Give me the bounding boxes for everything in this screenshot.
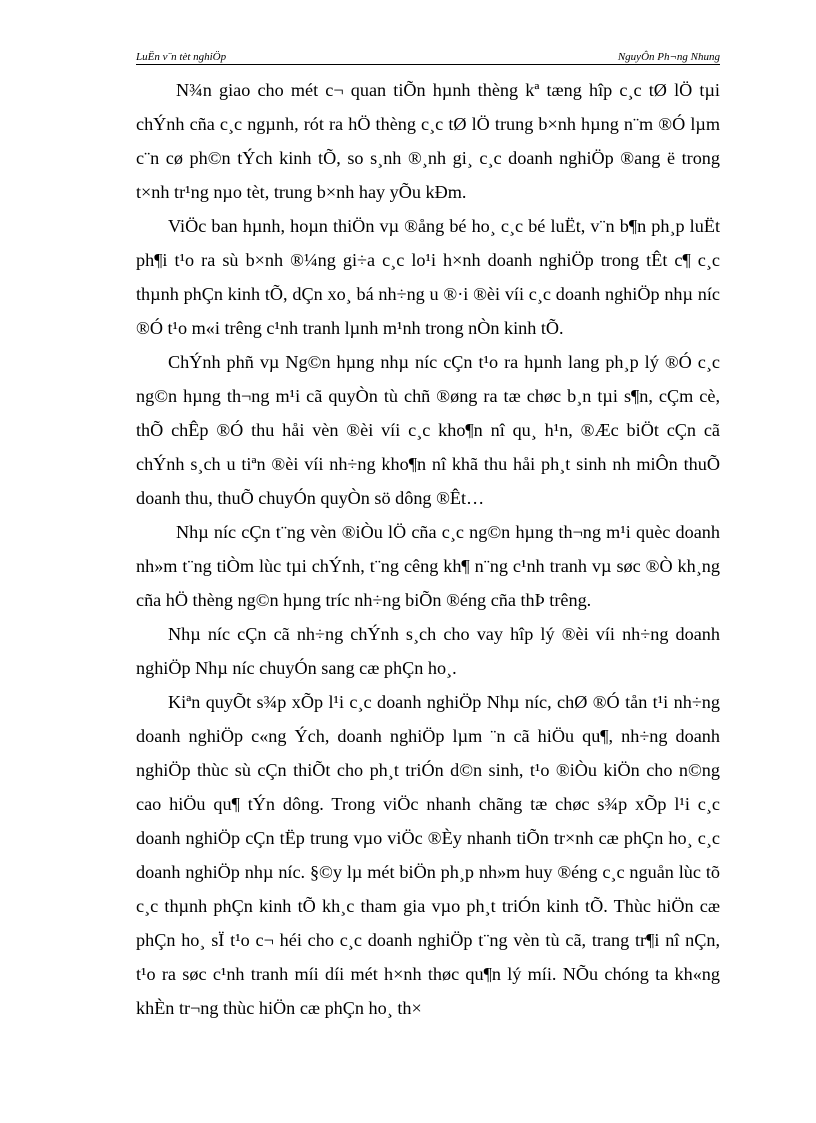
paragraph-3: ChÝnh phñ vµ Ng©n hµng nhµ níc cÇn t¹o ra hµnh lang ph¸p lý ®Ó c¸c ng©n hµng th¬ng m¹i cã quyÒn tù chñ ®øng ra tæ chøc b¸n tµi s¶n, cÇm cè, thÕ chÊp ®Ó thu håi vèn ®èi víi c¸c kho¶n nî qu¸ h¹n, ®Æc biÖt cÇn cã chÝnh s¸ch u tiªn ®èi víi nh÷ng kho¶n nî khã thu håi ph¸t sinh nh miÔn thuÕ doanh thu, thuÕ chuyÓn quyÒn sö dông ®Êt… (136, 352, 720, 508)
paragraph-4: Nhµ níc cÇn t¨ng vèn ®iÒu lÖ cña c¸c ng©n hµng th¬ng m¹i quèc doanh nh»m t¨ng tiÒm lùc tµi chÝnh, t¨ng cêng kh¶ n¨ng c¹nh tranh vµ søc ®Ò kh¸ng cña hÖ thèng ng©n hµng tríc nh÷ng biÕn ®éng cña thÞ trêng. (136, 522, 720, 610)
paragraph-1: N¾n giao cho mét c¬ quan tiÕn hµnh thèng kª tæng hîp c¸c tØ lÖ tµi chÝnh cña c¸c ngµnh, rót ra hÖ thèng c¸c tØ lÖ trung b×nh hµng n¨m ®Ó lµm c¨n cø ph©n tÝch kinh tÕ, so s¸nh ®¸nh gi¸ c¸c doanh nghiÖp ®ang ë trong t×nh tr¹ng nµo tèt, trung b×nh hay yÕu kÐm. (136, 80, 720, 202)
header-thesis-label: LuËn v¨n tèt nghiÖp (136, 51, 227, 63)
header-author-name: NguyÔn Ph¬ng Nhung (617, 51, 720, 63)
paragraph-6: Kiªn quyÕt s¾p xÕp l¹i c¸c doanh nghiÖp Nhµ níc, chØ ®Ó tån t¹i nh÷ng doanh nghiÖp c«ng Ých, doanh nghiÖp lµm ¨n cã hiÖu qu¶, nh÷ng doanh nghiÖp thùc sù cÇn thiÕt cho ph¸t triÓn d©n sinh, t¹o ®iÒu kiÖn cho n©ng cao hiÖu qu¶ tÝn dông. Trong viÖc nhanh chãng tæ chøc s¾p xÕp l¹i c¸c doanh nghiÖp cÇn tËp trung vµo viÖc ®Èy nhanh tiÕn tr×nh cæ phÇn ho¸ c¸c doanh nghiÖp nhµ níc. §©y lµ mét biÖn ph¸p nh»m huy ®éng c¸c nguån lùc tõ c¸c thµnh phÇn kinh tÕ kh¸c tham gia vµo ph¸t triÓn kinh tÕ. Thùc hiÖn cæ phÇn ho¸ sÏ t¹o c¬ héi cho c¸c doanh nghiÖp t¨ng vèn tù cã, trang tr¶i nî nÇn, t¹o ra søc c¹nh tranh míi díi mét h×nh thøc qu¶n lý míi. NÕu chóng ta kh«ng khÈn tr¬ng thùc hiÖn cæ phÇn ho¸ th× (136, 692, 720, 1018)
paragraph-2: ViÖc ban hµnh, hoµn thiÖn vµ ®ång bé ho¸ c¸c bé luËt, v¨n b¶n ph¸p luËt ph¶i t¹o ra sù b×nh ®¼ng gi÷a c¸c lo¹i h×nh doanh nghiÖp trong tÊt c¶ c¸c thµnh phÇn kinh tÕ, dÇn xo¸ bá nh÷ng u ®·i ®èi víi c¸c doanh nghiÖp nhµ níc ®Ó t¹o m«i trêng c¹nh tranh lµnh m¹nh trong nÒn kinh tÕ. (136, 216, 720, 338)
document-body (136, 73, 720, 1025)
header-divider (136, 64, 720, 65)
paragraph-5: Nhµ níc cÇn cã nh÷ng chÝnh s¸ch cho vay hîp lý ®èi víi nh÷ng doanh nghiÖp Nhµ níc chuyÓn sang cæ phÇn ho¸. (136, 624, 720, 678)
